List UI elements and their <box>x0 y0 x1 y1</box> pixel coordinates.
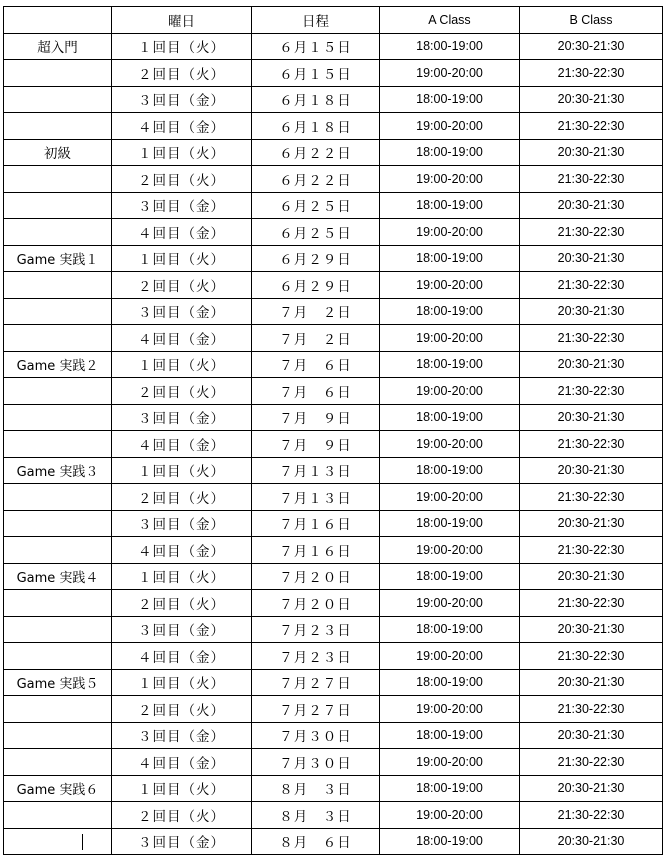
date-cell: ７月２０日 <box>252 563 380 590</box>
a-class-time-cell: 19:00-20:00 <box>380 590 520 617</box>
table-row <box>4 775 663 802</box>
level-cell <box>4 192 112 219</box>
b-class-time-cell: 20:30-21:30 <box>520 669 663 696</box>
level-cell: 超入門 <box>4 33 112 60</box>
date-cell: ６月１８日 <box>252 86 380 113</box>
day-cell: ２回目（火） <box>112 696 252 723</box>
b-class-time-cell: 21:30-22:30 <box>520 219 663 246</box>
day-cell: ３回目（金） <box>112 86 252 113</box>
day-cell: ２回目（火） <box>112 166 252 193</box>
a-class-time-cell: 18:00-19:00 <box>380 616 520 643</box>
level-cell: Game 実践３ <box>4 457 112 484</box>
date-cell: ７月１３日 <box>252 457 380 484</box>
table-row <box>4 802 663 829</box>
a-class-time-cell: 18:00-19:00 <box>380 722 520 749</box>
level-cell <box>4 60 112 87</box>
level-cell <box>4 749 112 776</box>
day-cell: ３回目（金） <box>112 404 252 431</box>
date-cell: ７月 ６日 <box>252 351 380 378</box>
date-cell: ６月１５日 <box>252 33 380 60</box>
level-cell: 初級 <box>4 139 112 166</box>
date-cell: ６月２５日 <box>252 219 380 246</box>
day-cell: ４回目（金） <box>112 325 252 352</box>
b-class-time-cell: 20:30-21:30 <box>520 828 663 855</box>
day-cell: ３回目（金） <box>112 828 252 855</box>
date-cell: ８月 ３日 <box>252 775 380 802</box>
table-row <box>4 537 663 564</box>
a-class-time-cell: 19:00-20:00 <box>380 696 520 723</box>
level-cell <box>4 643 112 670</box>
header-row <box>4 7 663 34</box>
table-row <box>4 669 663 696</box>
date-cell: ６月１５日 <box>252 60 380 87</box>
b-class-time-cell: 20:30-21:30 <box>520 298 663 325</box>
day-cell: ４回目（金） <box>112 537 252 564</box>
day-cell: ２回目（火） <box>112 802 252 829</box>
a-class-time-cell: 19:00-20:00 <box>380 802 520 829</box>
a-class-time-cell: 19:00-20:00 <box>380 643 520 670</box>
b-class-time-cell: 20:30-21:30 <box>520 775 663 802</box>
level-cell: Game 実践２ <box>4 351 112 378</box>
day-cell: １回目（火） <box>112 669 252 696</box>
table-row <box>4 616 663 643</box>
header-date: 日程 <box>252 7 380 34</box>
level-cell <box>4 722 112 749</box>
day-cell: １回目（火） <box>112 775 252 802</box>
date-cell: ６月１８日 <box>252 113 380 140</box>
level-cell: Game 実践５ <box>4 669 112 696</box>
header-a-class: A Class <box>380 7 520 34</box>
table-row <box>4 139 663 166</box>
date-cell: ７月２３日 <box>252 616 380 643</box>
a-class-time-cell: 18:00-19:00 <box>380 86 520 113</box>
a-class-time-cell: 19:00-20:00 <box>380 431 520 458</box>
table-row <box>4 113 663 140</box>
table-row <box>4 696 663 723</box>
level-cell: Game 実践１ <box>4 245 112 272</box>
day-cell: ４回目（金） <box>112 431 252 458</box>
table-row <box>4 192 663 219</box>
a-class-time-cell: 19:00-20:00 <box>380 166 520 193</box>
day-cell: ２回目（火） <box>112 590 252 617</box>
b-class-time-cell: 21:30-22:30 <box>520 590 663 617</box>
date-cell: ７月 ９日 <box>252 431 380 458</box>
b-class-time-cell: 20:30-21:30 <box>520 192 663 219</box>
b-class-time-cell: 21:30-22:30 <box>520 166 663 193</box>
date-cell: ７月１３日 <box>252 484 380 511</box>
table-row <box>4 404 663 431</box>
level-cell <box>4 616 112 643</box>
a-class-time-cell: 18:00-19:00 <box>380 510 520 537</box>
header-level <box>4 7 112 34</box>
date-cell: ６月２２日 <box>252 166 380 193</box>
day-cell: ３回目（金） <box>112 192 252 219</box>
b-class-time-cell: 20:30-21:30 <box>520 245 663 272</box>
b-class-time-cell: 20:30-21:30 <box>520 722 663 749</box>
table-row <box>4 590 663 617</box>
table-row <box>4 563 663 590</box>
a-class-time-cell: 18:00-19:00 <box>380 563 520 590</box>
a-class-time-cell: 19:00-20:00 <box>380 60 520 87</box>
day-cell: ３回目（金） <box>112 616 252 643</box>
a-class-time-cell: 19:00-20:00 <box>380 378 520 405</box>
table-row <box>4 219 663 246</box>
table-row <box>4 484 663 511</box>
date-cell: ７月３０日 <box>252 722 380 749</box>
level-cell <box>4 113 112 140</box>
a-class-time-cell: 18:00-19:00 <box>380 33 520 60</box>
day-cell: ３回目（金） <box>112 722 252 749</box>
a-class-time-cell: 18:00-19:00 <box>380 669 520 696</box>
b-class-time-cell: 20:30-21:30 <box>520 33 663 60</box>
date-cell: ６月２２日 <box>252 139 380 166</box>
date-cell: ７月３０日 <box>252 749 380 776</box>
date-cell: ６月２９日 <box>252 272 380 299</box>
day-cell: １回目（火） <box>112 139 252 166</box>
day-cell: ２回目（火） <box>112 378 252 405</box>
header-b-class: B Class <box>520 7 663 34</box>
day-cell: ４回目（金） <box>112 643 252 670</box>
table-row <box>4 351 663 378</box>
a-class-time-cell: 18:00-19:00 <box>380 457 520 484</box>
table-row <box>4 298 663 325</box>
level-cell <box>4 325 112 352</box>
b-class-time-cell: 20:30-21:30 <box>520 616 663 643</box>
day-cell: ２回目（火） <box>112 60 252 87</box>
b-class-time-cell: 21:30-22:30 <box>520 272 663 299</box>
table-row <box>4 510 663 537</box>
date-cell: ６月２５日 <box>252 192 380 219</box>
date-cell: ８月 ６日 <box>252 828 380 855</box>
table-row <box>4 828 663 855</box>
table-row <box>4 378 663 405</box>
b-class-time-cell: 21:30-22:30 <box>520 431 663 458</box>
table-row <box>4 245 663 272</box>
date-cell: ７月２０日 <box>252 590 380 617</box>
level-cell <box>4 272 112 299</box>
a-class-time-cell: 18:00-19:00 <box>380 828 520 855</box>
b-class-time-cell: 20:30-21:30 <box>520 457 663 484</box>
a-class-time-cell: 19:00-20:00 <box>380 113 520 140</box>
b-class-time-cell: 21:30-22:30 <box>520 537 663 564</box>
a-class-time-cell: 19:00-20:00 <box>380 537 520 564</box>
level-cell <box>4 590 112 617</box>
table-row <box>4 643 663 670</box>
level-cell <box>4 166 112 193</box>
day-cell: ２回目（火） <box>112 272 252 299</box>
level-cell: Game 実践６ <box>4 775 112 802</box>
a-class-time-cell: 19:00-20:00 <box>380 272 520 299</box>
date-cell: ７月２７日 <box>252 696 380 723</box>
b-class-time-cell: 21:30-22:30 <box>520 484 663 511</box>
table-row <box>4 431 663 458</box>
b-class-time-cell: 21:30-22:30 <box>520 378 663 405</box>
schedule-body <box>4 33 663 855</box>
a-class-time-cell: 18:00-19:00 <box>380 192 520 219</box>
level-cell <box>4 802 112 829</box>
date-cell: ８月 ３日 <box>252 802 380 829</box>
date-cell: ７月 ２日 <box>252 298 380 325</box>
day-cell: ３回目（金） <box>112 298 252 325</box>
date-cell: ６月２９日 <box>252 245 380 272</box>
date-cell: ７月 ９日 <box>252 404 380 431</box>
table-row <box>4 166 663 193</box>
a-class-time-cell: 19:00-20:00 <box>380 749 520 776</box>
day-cell: １回目（火） <box>112 563 252 590</box>
level-cell <box>4 484 112 511</box>
day-cell: １回目（火） <box>112 33 252 60</box>
level-cell <box>4 431 112 458</box>
day-cell: ４回目（金） <box>112 749 252 776</box>
a-class-time-cell: 18:00-19:00 <box>380 775 520 802</box>
b-class-time-cell: 21:30-22:30 <box>520 325 663 352</box>
a-class-time-cell: 19:00-20:00 <box>380 219 520 246</box>
level-cell <box>4 378 112 405</box>
table-row <box>4 457 663 484</box>
b-class-time-cell: 20:30-21:30 <box>520 563 663 590</box>
a-class-time-cell: 18:00-19:00 <box>380 245 520 272</box>
day-cell: ４回目（金） <box>112 219 252 246</box>
a-class-time-cell: 18:00-19:00 <box>380 298 520 325</box>
level-cell <box>4 86 112 113</box>
date-cell: ７月１６日 <box>252 537 380 564</box>
level-cell <box>4 404 112 431</box>
header-day: 曜日 <box>112 7 252 34</box>
table-row <box>4 272 663 299</box>
b-class-time-cell: 21:30-22:30 <box>520 643 663 670</box>
b-class-time-cell: 21:30-22:30 <box>520 113 663 140</box>
table-row <box>4 86 663 113</box>
b-class-time-cell: 20:30-21:30 <box>520 510 663 537</box>
a-class-time-cell: 18:00-19:00 <box>380 351 520 378</box>
a-class-time-cell: 18:00-19:00 <box>380 139 520 166</box>
day-cell: １回目（火） <box>112 457 252 484</box>
day-cell: ４回目（金） <box>112 113 252 140</box>
schedule-table <box>3 6 663 855</box>
text-cursor-icon <box>82 834 83 850</box>
level-cell <box>4 298 112 325</box>
table-row <box>4 749 663 776</box>
b-class-time-cell: 20:30-21:30 <box>520 86 663 113</box>
table-row <box>4 33 663 60</box>
b-class-time-cell: 20:30-21:30 <box>520 404 663 431</box>
level-cell <box>4 537 112 564</box>
table-row <box>4 60 663 87</box>
b-class-time-cell: 20:30-21:30 <box>520 351 663 378</box>
level-cell <box>4 828 112 855</box>
table-row <box>4 325 663 352</box>
a-class-time-cell: 19:00-20:00 <box>380 484 520 511</box>
day-cell: １回目（火） <box>112 351 252 378</box>
b-class-time-cell: 21:30-22:30 <box>520 802 663 829</box>
a-class-time-cell: 19:00-20:00 <box>380 325 520 352</box>
level-cell: Game 実践４ <box>4 563 112 590</box>
level-cell <box>4 219 112 246</box>
date-cell: ７月 ２日 <box>252 325 380 352</box>
date-cell: ７月 ６日 <box>252 378 380 405</box>
level-cell <box>4 696 112 723</box>
day-cell: １回目（火） <box>112 245 252 272</box>
day-cell: ２回目（火） <box>112 484 252 511</box>
table-row <box>4 722 663 749</box>
b-class-time-cell: 20:30-21:30 <box>520 139 663 166</box>
b-class-time-cell: 21:30-22:30 <box>520 696 663 723</box>
a-class-time-cell: 18:00-19:00 <box>380 404 520 431</box>
date-cell: ７月１６日 <box>252 510 380 537</box>
b-class-time-cell: 21:30-22:30 <box>520 749 663 776</box>
b-class-time-cell: 21:30-22:30 <box>520 60 663 87</box>
level-cell <box>4 510 112 537</box>
date-cell: ７月２３日 <box>252 643 380 670</box>
day-cell: ３回目（金） <box>112 510 252 537</box>
date-cell: ７月２７日 <box>252 669 380 696</box>
